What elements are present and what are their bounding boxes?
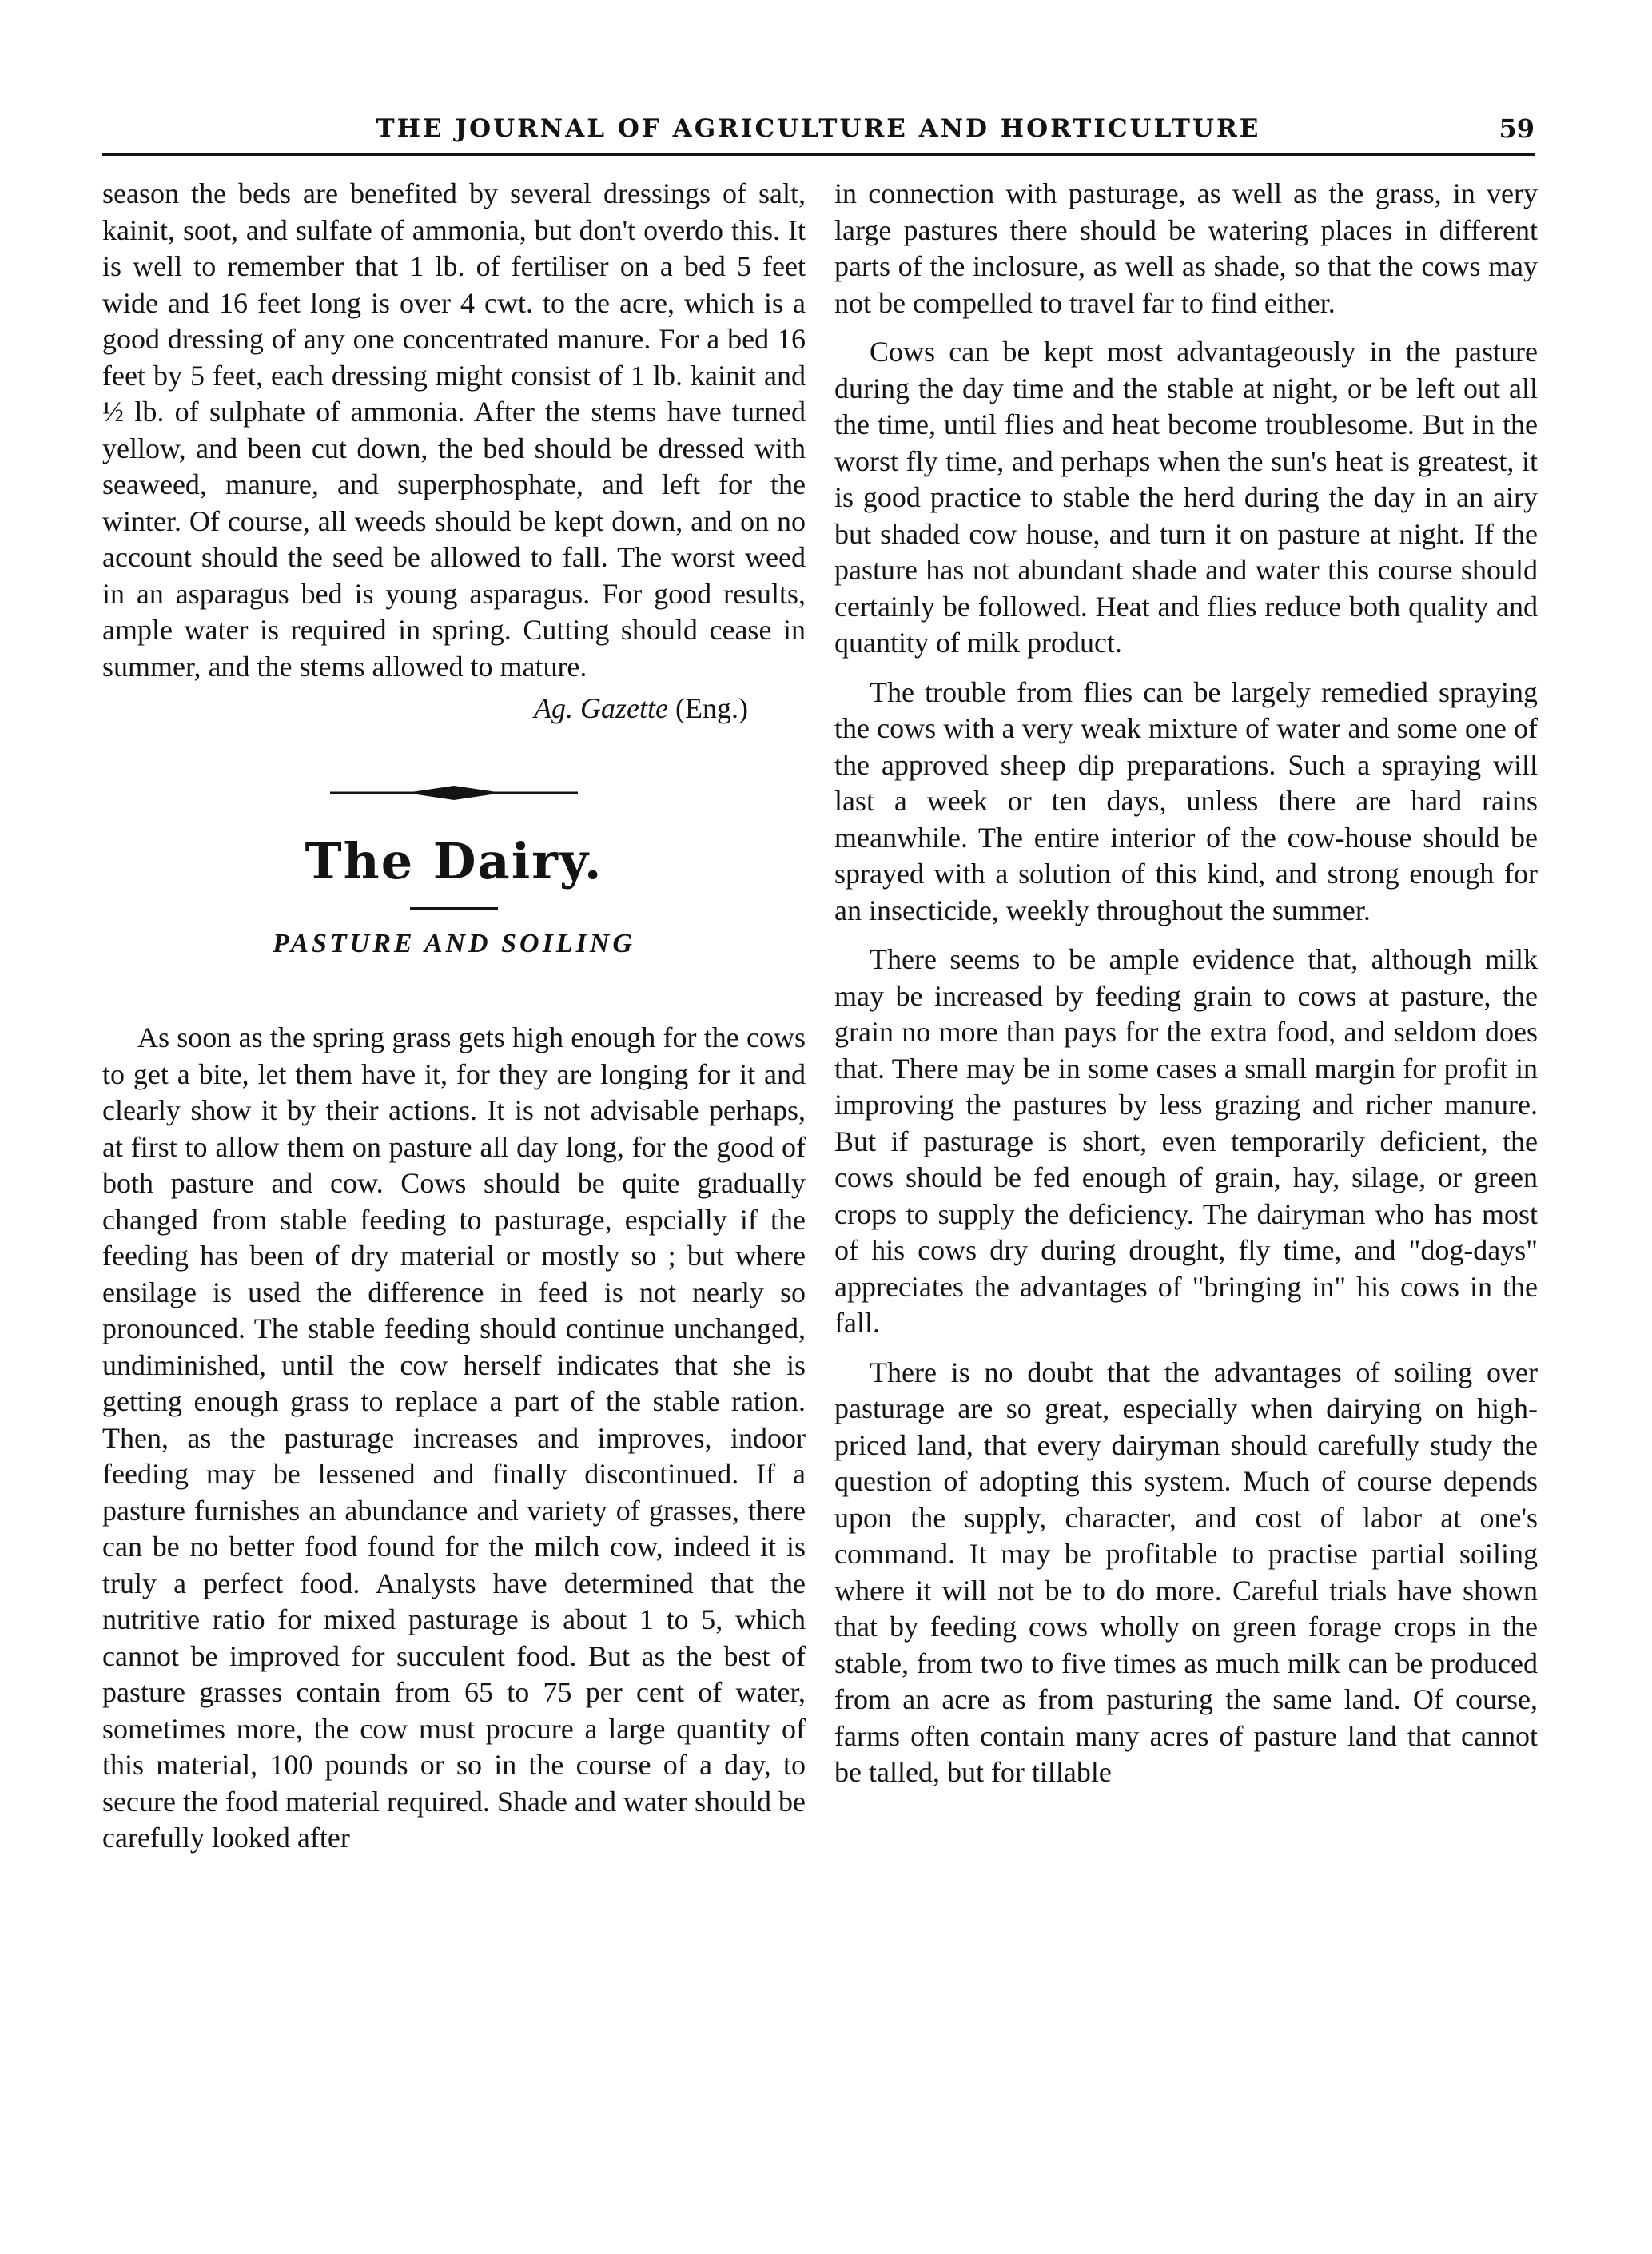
left-column [102,176,806,1857]
source-country: (Eng.) [675,692,748,724]
section-rule [410,907,498,910]
pasture-paragraph: As soon as the spring grass gets high enough for the cows to get a bite, let them have it, for they are longing for it and clearly show it by their actions. It is not advisable perhaps, at first to allow them on pasture all day long, for the good of both pasture and cow. Cows should be quite gradually changed from stable feeding to pasturage, espcially if the feeding has been of dry material or mostly so ; but where ensilage is used the difference in feed is not nearly so pronounced. The stable feeding should continue unchanged, undiminished, until the cow herself indicates that she is getting enough grass to replace a part of the stable ration. Then, as the pasturage increases and improves, indoor feeding may be lessened and finally discontinued. If a pasture furnishes an abundance and variety of grasses, there can be no better food found for the milch cow, indeed it is truly a perfect food. Analysts have determined that the nutritive ratio for mixed pasturage is about 1 to 5, which cannot be improved for succulent food. But as the best of pasture grasses contain from 65 to 75 per cent of water, sometimes more, the cow must procure a large quantity of this material, 100 pounds or so in the course of a day, to secure the food material required. Shade and water should be carefully looked after [102,1021,806,1854]
running-header [102,112,1535,152]
watering-paragraph: in connection with pasturage, as well as the grass, in very large pastures there should be watering places in different parts of the inclosure, as well as shade, so that the cows may not be compelled to travel far to find either. [834,177,1538,319]
grain-feeding-paragraph: There seems to be ample evidence that, although milk may be increased by feeding grain to cows at pasture, the grain no more than pays for the extra food, and seldom does that. There may be in some cases a small margin for profit in improving the pastures by less grazing and richer manure. But if pasturage is short, even temporarily deficient, the cows should be fed enough of grain, hay, silage, or green crops to supply the deficiency. The dairyman who has most of his cows dry during drought, fly time, and "dog-days" appreciates the advantages of "bringing in" his cows in the fall. [834,943,1538,1339]
header-rule [102,153,1535,156]
asparagus-paragraph: season the beds are benefited by several dressings of salt, kainit, soot, and sulfate of ammonia, but don't overdo this. It is well to remember that 1 lb. of fertiliser on a bed 5 feet wide and 16 feet long is over 4 cwt. to the acre, which is a good dressing of any one concentrated manure. For a bed 16 feet by 5 feet, each dressing might consist of 1 lb. kainit and ½ lb. of sulphate of ammonia. After the stems have turned yellow, and been cut down, the bed should be dressed with seaweed, manure, and superphosphate, and left for the winter. Of course, all weeds should be kept down, and on no account should the seed be allowed to fall. The worst weed in an asparagus bed is young asparagus. For good results, ample water is required in spring. Cutting should cease in summer, and the stems allowed to mature. [102,177,806,683]
page-number: 59 [1499,113,1535,144]
section-heading: The Dairy. [305,832,603,890]
ornamental-divider [330,783,578,803]
flies-paragraph: The trouble from flies can be largely remedied spraying the cows with a very weak mixture of water and some one of the approved sheep dip preparations. Such a spraying will last a week or ten days, unless there are hard rains meanwhile. The entire interior of the cow-house should be sprayed with a solution of this kind, and strong enough for an insecticide, weekly throughout the summer. [834,675,1538,926]
soiling-paragraph: There is no doubt that the advantages of soiling over pasturage are so great, especially when dairying on high-priced land, that every dairyman should carefully study the question of adopting this system. Much of course depends upon the supply, character, and cost of labor at one's command. It may be profitable to practise partial soiling where it will not be to do more. Careful trials have shown that by feeding cows wholly on green forage crops in the stable, from two to five times as much milk can be produced from an acre as from pasturing the same land. Of course, farms often contain many acres of pasture land that cannot be talled, but for tillable [834,1356,1538,1788]
source-credit [102,690,748,727]
stabling-paragraph: Cows can be kept most advantageously in the pasture during the day time and the stable at night, or be left out all the time, until flies and heat become troublesome. But in the worst fly time, and perhaps when the sun's heat is greatest, it is good practice to stable the herd during the day in an airy but shaded cow house, and turn it on pasture at night. If the pasture has not abundant shade and water this course should certainly be followed. Heat and flies reduce both quality and quantity of milk product. [834,336,1538,659]
journal-title: THE JOURNAL OF AGRICULTURE AND HORTICULTURE [376,114,1261,143]
source-publication: Ag. Gazette [534,692,669,724]
right-column [834,176,1538,1791]
article-title: PASTURE AND SOILING [273,929,635,958]
